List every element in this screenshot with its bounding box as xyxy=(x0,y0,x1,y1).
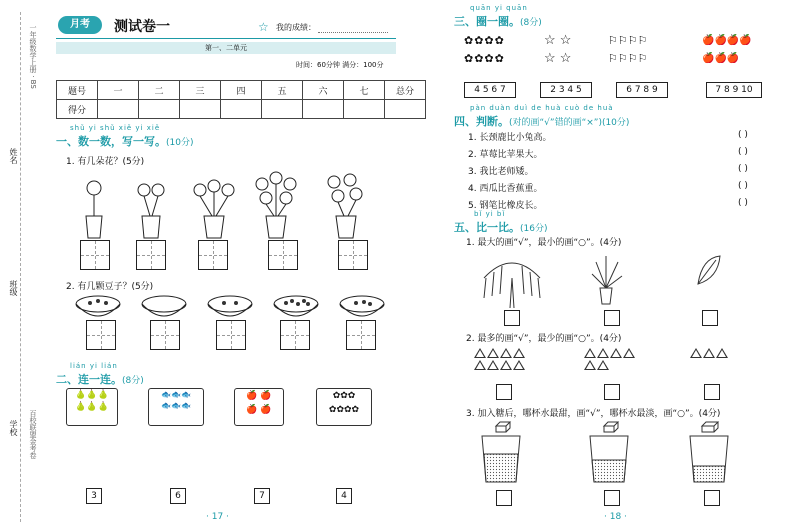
judge-item: 1. 长颈鹿比小兔高。 xyxy=(468,133,552,143)
badge-label: 月考 xyxy=(70,19,90,30)
section5-q2: 2. 最多的画“√”，最少的画“○”。(4分) xyxy=(466,334,622,344)
answer-box[interactable] xyxy=(604,490,620,506)
section3-points: (8分) xyxy=(520,18,542,28)
section5-q3: 3. 加入糖后，哪杯水最甜，画“√”，哪杯水最淡，画“○”。(4分) xyxy=(466,409,721,419)
binding-line xyxy=(20,12,21,522)
answer-box[interactable] xyxy=(346,320,376,350)
number-choice-row[interactable]: 6 7 8 9 xyxy=(616,82,668,98)
section4-instruction: (对的画“√”错的画“×”)(10分) xyxy=(509,118,630,128)
answer-box[interactable] xyxy=(504,310,520,326)
table-cell: 总分 xyxy=(385,81,426,100)
side-label-name: 姓名 xyxy=(9,148,18,164)
triangle-icon xyxy=(597,348,609,358)
score-input-cell[interactable] xyxy=(139,100,180,119)
judge-item: 5. 钢笔比橡皮长。 xyxy=(468,201,543,211)
section5-title-text: 五、比一比。 xyxy=(454,221,520,234)
answer-box[interactable] xyxy=(604,384,620,400)
answer-paren[interactable]: ( ) xyxy=(738,130,748,140)
side-label-class: 班级 xyxy=(9,280,18,296)
match-number-box[interactable]: 6 xyxy=(170,488,186,504)
match-number-box[interactable]: 3 xyxy=(86,488,102,504)
judge-item: 2. 草莓比苹果大。 xyxy=(468,150,543,160)
triangle-group-small xyxy=(690,347,750,359)
section1-q2: 2. 有几颗豆子？(5分) xyxy=(66,282,154,292)
section5-title xyxy=(454,219,547,235)
answer-box[interactable] xyxy=(198,240,228,270)
section4-title xyxy=(454,113,629,129)
answer-box[interactable] xyxy=(80,240,110,270)
section4-title-text: 四、判断。 xyxy=(454,115,509,128)
star-group xyxy=(544,32,571,68)
table-cell: 三 xyxy=(180,81,221,100)
section1-q1: 1. 有几朵花？(5分) xyxy=(66,157,145,167)
answer-paren[interactable]: ( ) xyxy=(738,164,748,174)
time-info: 时间：60分钟 满分：100分 xyxy=(296,61,384,69)
score-input-cell[interactable] xyxy=(98,100,139,119)
triangle-icon xyxy=(597,360,609,370)
score-input-cell[interactable] xyxy=(303,100,344,119)
section2-title-text: 二、连一连。 xyxy=(56,373,122,386)
triangle-icon xyxy=(703,348,715,358)
score-table xyxy=(56,80,426,119)
answer-box[interactable] xyxy=(268,240,298,270)
page-number-right: · 18 · xyxy=(604,512,627,522)
side-label-series: 百校联盟金考卷 xyxy=(29,410,37,459)
section5-q1: 1. 最大的画“√”，最小的画“○”。(4分) xyxy=(466,238,622,248)
score-input-cell[interactable] xyxy=(262,100,303,119)
vase-4 xyxy=(256,172,296,238)
answer-box[interactable] xyxy=(338,240,368,270)
apple-icon: 🍎🍎🍎🍎 🍎🍎🍎 xyxy=(702,35,752,64)
answer-box[interactable] xyxy=(704,490,720,506)
triangle-icon xyxy=(474,348,486,358)
score-input-cell[interactable] xyxy=(385,100,426,119)
score-input-cell[interactable] xyxy=(180,100,221,119)
section3-title-text: 三、圈一圈。 xyxy=(454,15,520,28)
triangle-icon xyxy=(690,348,702,358)
fish-icon: 🐟🐟🐟 🐟🐟🐟 xyxy=(161,390,191,410)
score-table-header xyxy=(57,81,426,100)
table-cell: 四 xyxy=(221,81,262,100)
answer-box[interactable] xyxy=(704,384,720,400)
page-title: 测试卷一 xyxy=(114,19,170,35)
answer-box[interactable] xyxy=(150,320,180,350)
triangle-icon xyxy=(584,360,596,370)
page-number-left: · 17 · xyxy=(206,512,229,522)
triangle-icon xyxy=(500,360,512,370)
answer-box[interactable] xyxy=(136,240,166,270)
unit-bar xyxy=(56,42,396,54)
side-label-grade: 一年级数学上册 · BS xyxy=(29,24,37,89)
header-rule xyxy=(56,38,396,39)
section1-points: (10分) xyxy=(166,138,194,148)
picture-card-apples[interactable] xyxy=(234,388,284,426)
score-label: 我的成绩： xyxy=(276,23,316,32)
section3-title xyxy=(454,13,542,29)
section1-title-text: 一、数一数，写一写。 xyxy=(56,135,166,148)
cup-3 xyxy=(690,436,728,482)
sugar-cube-icon xyxy=(496,422,510,432)
answer-paren[interactable]: ( ) xyxy=(738,147,748,157)
leaf-icon xyxy=(698,256,720,284)
table-cell: 题号 xyxy=(57,81,98,100)
side-label-school: 学校 xyxy=(9,420,18,436)
pear-icon: 🍐🍐🍐 🍐🍐🍐 xyxy=(75,390,109,412)
sugar-cube-icon xyxy=(604,422,618,432)
answer-paren[interactable]: ( ) xyxy=(738,181,748,191)
triangle-icon xyxy=(487,360,499,370)
number-choice-row[interactable]: 7 8 9 10 xyxy=(706,82,762,98)
picture-card-pears[interactable] xyxy=(66,388,118,426)
triangle-icon xyxy=(610,348,622,358)
answer-box[interactable] xyxy=(216,320,246,350)
triangle-icon xyxy=(474,360,486,370)
answer-box[interactable] xyxy=(496,384,512,400)
picture-card-flowers[interactable] xyxy=(316,388,372,426)
unit-label: 第一、二单元 xyxy=(205,44,247,52)
score-table-row xyxy=(57,100,426,119)
flower-vases-illustration xyxy=(60,168,400,242)
star-icon: ☆ ☆ ☆ ☆ xyxy=(544,33,572,66)
score-input-cell[interactable] xyxy=(344,100,385,119)
section1-title xyxy=(56,133,193,149)
answer-box[interactable] xyxy=(496,490,512,506)
triangle-icon xyxy=(513,348,525,358)
section1-pinyin: shǔ yi shǔ xiě yi xiě xyxy=(70,124,161,132)
section2-points: (8分) xyxy=(122,376,144,386)
judge-item: 3. 我比老师矮。 xyxy=(468,167,534,177)
section2-title xyxy=(56,371,144,387)
header-badge xyxy=(58,16,102,34)
score-line xyxy=(318,32,388,33)
table-cell: 七 xyxy=(344,81,385,100)
bean-bowls-illustration xyxy=(72,294,392,320)
section5-points: (16分) xyxy=(520,224,548,234)
triangle-icon xyxy=(584,348,596,358)
flower-icon: ✿✿✿✿ ✿✿✿✿ xyxy=(464,34,505,65)
triangle-icon xyxy=(513,360,525,370)
apple-icon: 🍎 🍎 🍎 🍎 xyxy=(246,391,272,415)
triangle-icon xyxy=(487,348,499,358)
sugar-cube-icon xyxy=(702,422,718,432)
match-number-box[interactable]: 7 xyxy=(254,488,270,504)
answer-paren[interactable]: ( ) xyxy=(738,198,748,208)
answer-box[interactable] xyxy=(604,310,620,326)
table-cell: 二 xyxy=(139,81,180,100)
flower-icon: ✿✿✿ ✿✿✿✿ xyxy=(328,391,360,415)
flower-group xyxy=(464,32,505,68)
score-input-cell[interactable] xyxy=(221,100,262,119)
table-cell: 五 xyxy=(262,81,303,100)
triangle-group-medium xyxy=(584,347,644,371)
number-choice-row[interactable]: 4 5 6 7 xyxy=(464,82,516,98)
answer-box[interactable] xyxy=(280,320,310,350)
sugar-cups-illustration xyxy=(480,420,740,488)
table-cell: 一 xyxy=(98,81,139,100)
potted-plant-icon xyxy=(592,256,622,304)
vase-2 xyxy=(138,184,164,238)
section2-pinyin: lián yi lián xyxy=(70,362,118,370)
flag-group xyxy=(608,32,647,68)
match-number-box[interactable]: 4 xyxy=(336,488,352,504)
triangle-icon xyxy=(500,348,512,358)
triangle-icon xyxy=(716,348,728,358)
triangle-icon xyxy=(623,348,635,358)
judge-item: 4. 西瓜比香蕉重。 xyxy=(468,184,543,194)
triangle-group-large xyxy=(474,347,534,371)
vase-3 xyxy=(194,180,234,238)
apple-group xyxy=(702,32,752,68)
table-cell: 六 xyxy=(303,81,344,100)
vase-1 xyxy=(86,181,102,238)
cup-1 xyxy=(482,436,520,482)
table-cell: 得分 xyxy=(57,100,98,119)
vase-5 xyxy=(328,174,362,238)
tree-plant-leaf-illustration xyxy=(472,248,732,310)
answer-box[interactable] xyxy=(86,320,116,350)
answer-box[interactable] xyxy=(702,310,718,326)
willow-tree-icon xyxy=(484,263,540,308)
flag-icon: ⚐⚐⚐⚐ ⚐⚐⚐⚐ xyxy=(608,34,648,65)
cup-2 xyxy=(590,436,628,482)
star-icon: ☆ xyxy=(258,20,269,34)
picture-card-fish[interactable] xyxy=(148,388,204,426)
section3-pinyin: quān yi quān xyxy=(470,4,528,12)
section5-pinyin: bǐ yi bǐ xyxy=(474,210,506,218)
section4-pinyin: pàn duàn duì de huà cuò de huà xyxy=(470,104,614,112)
number-choice-row[interactable]: 2 3 4 5 xyxy=(540,82,592,98)
